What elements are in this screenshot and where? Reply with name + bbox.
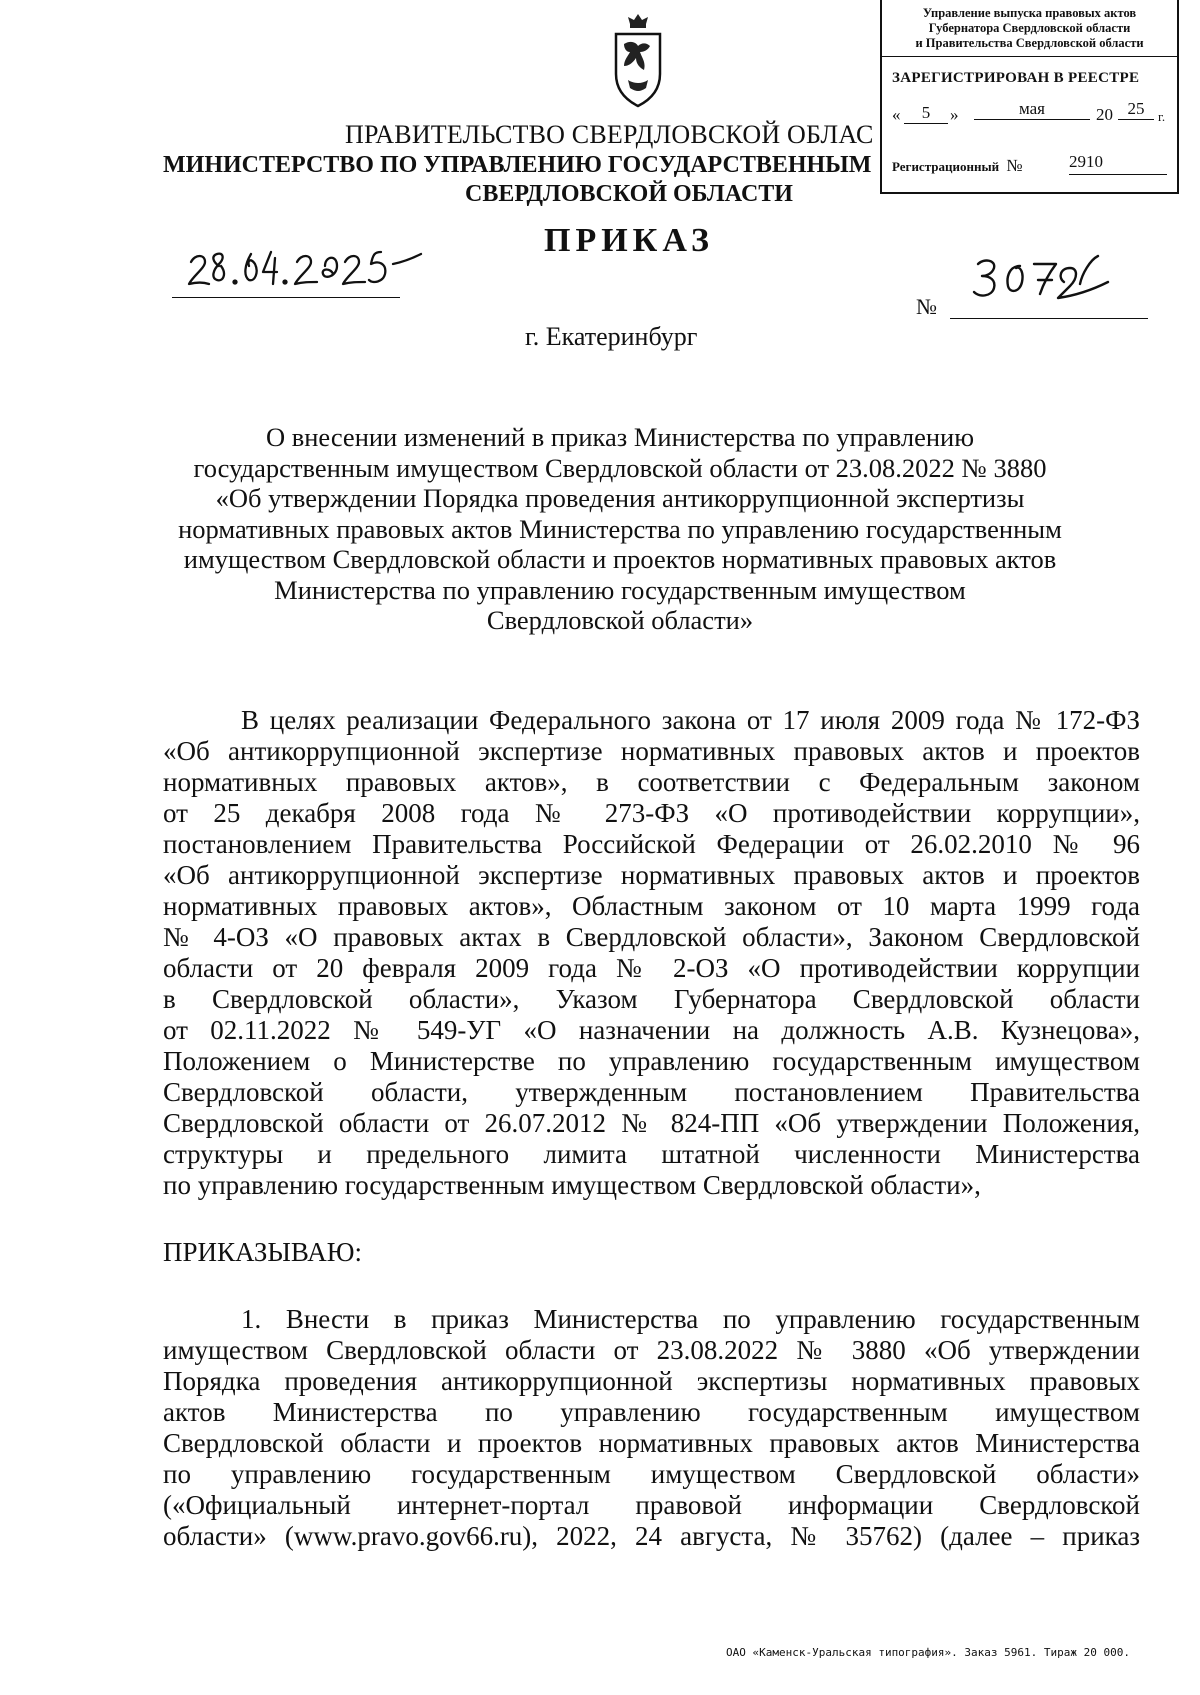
item-1-line: Свердловской области и проектов нормативных правовых актов Министерства [163, 1428, 1140, 1458]
preamble-line: постановлением Правительства Российской Федерации от 26.02.2010 № 96 [163, 829, 1140, 859]
stamp-reg-number: 2910 [1069, 152, 1103, 171]
preamble-line: от 02.11.2022 № 549-УГ «О назначении на должность А.В. Кузнецова», [163, 1015, 1140, 1045]
title-line: Свердловской области» [486, 605, 754, 635]
stamp-year-prefix: 20 [1096, 105, 1113, 124]
stamp-reg-underline [1069, 174, 1167, 175]
city: г. Екатеринбург [525, 322, 698, 351]
stamp-month: мая [974, 99, 1090, 120]
title-line: О внесении изменений в приказ Министерства по управлению [265, 422, 975, 452]
preamble-line: Свердловской области, утвержденным постановлением Правительства [163, 1077, 1140, 1107]
number-underline [950, 318, 1148, 319]
title-line: нормативных правовых актов Министерства по управлению государственным [178, 513, 1062, 544]
handwritten-number [968, 252, 1118, 308]
stamp-no-sign: № [1006, 156, 1023, 175]
printer-footer: ОАО «Каменск-Уральская типография». Заказ 5961. Тираж 20 000. [726, 1646, 1130, 1659]
stamp-authority-line: Губернатора Свердловской области [928, 21, 1131, 35]
title-line: государственным имуществом Свердловской области от 23.08.2022 № 3880 [193, 452, 1047, 483]
handwritten-date [185, 244, 425, 294]
stamp-date [892, 99, 1172, 135]
stamp-authority-line: Управление выпуска правовых актов [922, 6, 1137, 20]
preamble-line: по управлению государственным имуществом Свердловской области», [163, 1170, 981, 1200]
item-1-line: 1. Внести в приказ Министерства по управлению государственным [241, 1304, 1140, 1334]
stamp-divider [882, 56, 1177, 57]
preamble-line: «Об антикоррупционной экспертизе нормативных правовых актов и проектов [163, 860, 1140, 890]
preamble-line: структуры и предельного лимита штатной численности Министерства [163, 1139, 1140, 1169]
stamp-authority [882, 6, 1177, 51]
registration-stamp [880, 0, 1179, 194]
preamble-line: Свердловской области от 26.07.2012 № 824-ПП «Об утверждении Положения, [163, 1108, 1140, 1138]
preamble-line: нормативных правовых актов», Областным законом от 10 марта 1999 года [163, 891, 1140, 921]
preamble-paragraph [163, 705, 1140, 1201]
stamp-quote-close: » [950, 105, 959, 124]
preamble-line: № 4-ОЗ «О правовых актах в Свердловской области», Законом Свердловской [163, 922, 1140, 952]
preamble-line: от 25 декабря 2008 года № 273-ФЗ «О противодействии коррупции», [163, 798, 1140, 828]
stamp-reg-label-text: Регистрационный [892, 159, 1000, 174]
stamp-quote-open: « [892, 105, 901, 124]
region-heading: СВЕРДЛОВСКОЙ ОБЛАСТИ [465, 181, 793, 207]
item-1-line: актов Министерства по управлению государственным имуществом [163, 1397, 1140, 1427]
stamp-authority-line: и Правительства Свердловской области [915, 36, 1144, 50]
item-1-line: («Официальный интернет-портал правовой информации Свердловской [163, 1490, 1140, 1520]
title-line: имуществом Свердловской области и проектов нормативных правовых актов [183, 544, 1057, 574]
preamble-line: области от 20 февраля 2009 года № 2-ОЗ «О противодействии коррупции [163, 953, 1140, 983]
item-1-line: по управлению государственным имуществом Свердловской области» [163, 1459, 1140, 1489]
preamble-line: В целях реализации Федерального закона от 17 июля 2009 года № 172-ФЗ [241, 705, 1140, 735]
preamble-line: Положением о Министерстве по управлению государственным имуществом [163, 1046, 1140, 1076]
item-1-line: Порядка проведения антикоррупционной экспертизы нормативных правовых [163, 1366, 1140, 1396]
title-line: Министерства по управлению государственным имуществом [274, 574, 966, 605]
stamp-day: 5 [904, 103, 948, 124]
stamp-reg-label [892, 156, 1023, 176]
stamp-year-unit: г. [1158, 109, 1166, 124]
document-title [140, 422, 1100, 636]
title-line: «Об утверждении Порядка проведения антикоррупционной экспертизы [215, 483, 1025, 513]
number-sign: № [916, 294, 937, 319]
date-underline [172, 297, 400, 298]
stamp-registered-label: ЗАРЕГИСТРИРОВАН В РЕЕСТРЕ [892, 70, 1140, 86]
item-1-line: имуществом Свердловской области от 23.08.2022 № 3880 «Об утверждении [163, 1335, 1140, 1365]
preamble-line: нормативных правовых актов», в соответствии с Федеральным законом [163, 767, 1140, 797]
preamble-line: в Свердловской области», Указом Губернатора Свердловской области [163, 984, 1140, 1014]
stamp-year-suffix: 25 [1118, 99, 1154, 120]
coat-of-arms-emblem [610, 10, 666, 110]
item-1-line: области» (www.pravo.gov66.ru), 2022, 24 августа, № 35762) (далее – приказ [163, 1521, 1140, 1551]
ministry-heading: МИНИСТЕРСТВО ПО УПРАВЛЕНИЮ ГОСУДАРСТВЕННЫМ [163, 152, 872, 178]
document-type: ПРИКАЗ [544, 222, 714, 259]
government-heading: ПРАВИТЕЛЬСТВО СВЕРДЛОВСКОЙ ОБЛАС [345, 120, 874, 149]
order-word: ПРИКАЗЫВАЮ: [163, 1237, 362, 1267]
preamble-line: «Об антикоррупционной экспертизе нормативных правовых актов и проектов [163, 736, 1140, 766]
item-1-paragraph [163, 1304, 1140, 1552]
